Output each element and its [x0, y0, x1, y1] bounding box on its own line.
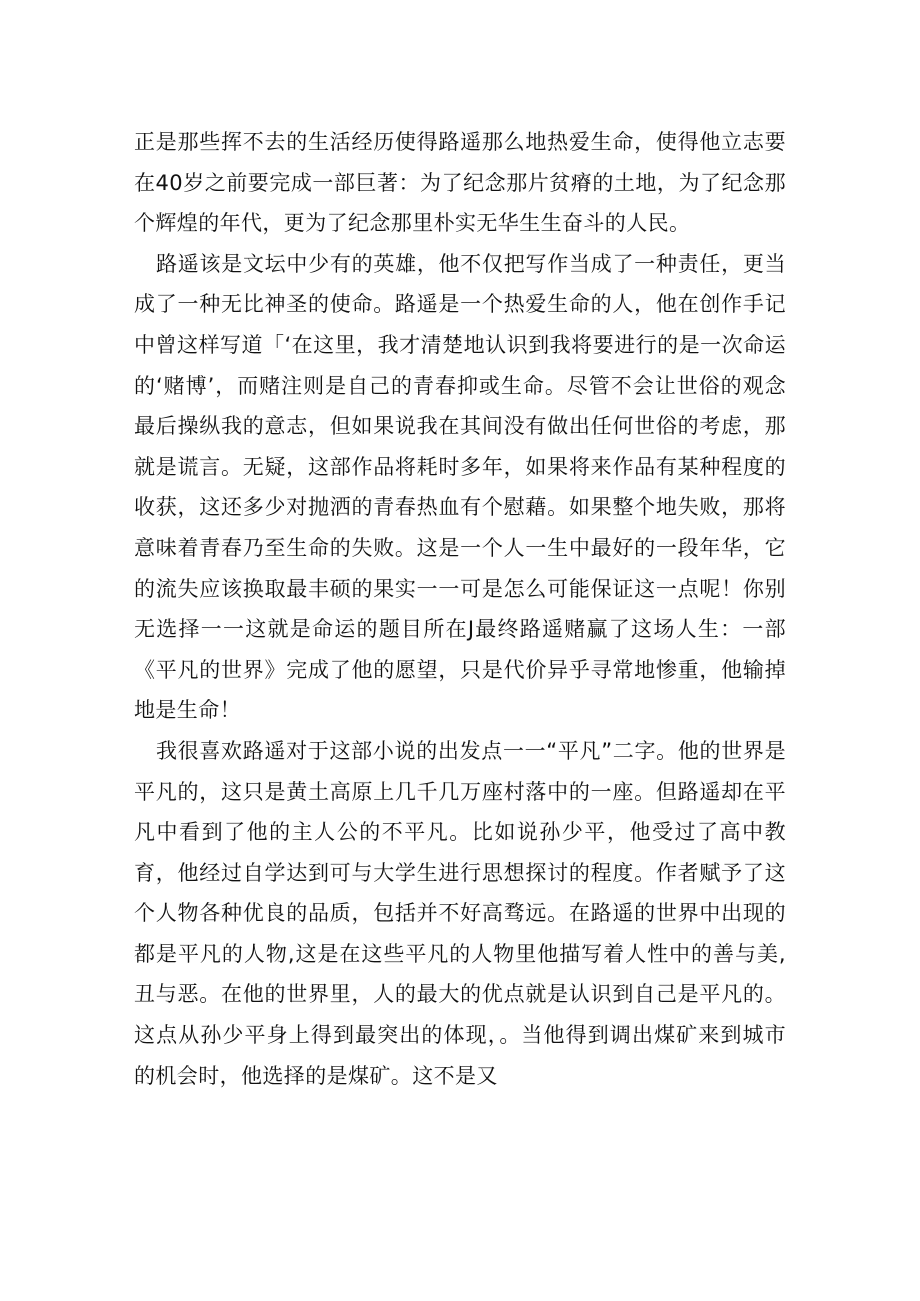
paragraph-2: 路遥该是文坛中少有的英雄，他不仅把写作当成了一种责任，更当成了一种无比神圣的使命。路遥是一个热爱生命的人，他在创作手记中曾这样写道「‘在这里，我才清楚地认识到我将要进行的是一次命运的‘赌博’，而赌注则是自己的青春抑或生命。尽管不会让世俗的观念最后操纵我的意志，但如果说我在其间没有做出任何世俗的考虑，那就是谎言。无疑，这部作品将耗时多年，如果将来作品有某种程度的收获，这还多少对抛洒的青春热血有个慰藉。如果整个地失败，那将意味着青春乃至生命的失败。这是一个人一生中最好的一段年华，它的流失应该换取最丰硕的果实一一可是怎么可能保证这一点呢！你别无选择一一这就是命运的题目所在J最终路遥赌赢了这场人生：一部《平凡的世界》完成了他的愿望，只是代价异乎寻常地惨重，他输掉地是生命！ — [134, 251, 786, 723]
paragraph-1: 正是那些挥不去的生活经历使得路遥那么地热爱生命，使得他立志要在40岁之前要完成一部巨著：为了纪念那片贫瘠的土地，为了纪念那个辉煌的年代，更为了纪念那里朴实无华生生奋斗的人民。 — [134, 130, 786, 236]
document-page — [134, 122, 786, 1096]
paragraph-3: 我很喜欢路遥对于这部小说的出发点一一“平凡”二字。他的世界是平凡的，这只是黄土高原上几千几万座村落中的一座。但路遥却在平凡中看到了他的主人公的不平凡。比如说孙少平，他受过了高中教育，他经过自学达到可与大学生进行思想探讨的程度。作者赋予了这个人物各种优良的品质，包括并不好高骛远。在路遥的世界中出现的都是平凡的人物,这是在这些平凡的人物里他描写着人性中的善与美,丑与恶。在他的世界里，人的最大的优点就是认识到自己是平凡的。这点从孙少平身上得到最突出的体现，。当他得到调出煤矿来到城市的机会时，他选择的是煤矿。这不是又 — [134, 738, 786, 1088]
